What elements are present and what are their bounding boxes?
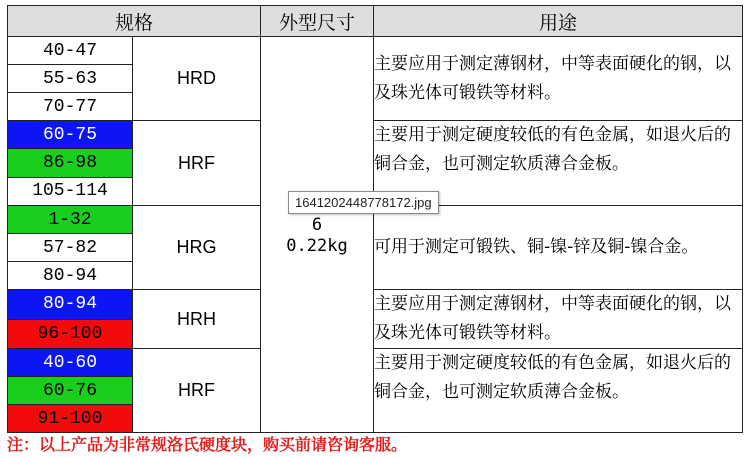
range-cell: 105-114	[8, 177, 133, 205]
scale-cell: HRG	[133, 206, 261, 290]
header-size: 外型尺寸	[261, 6, 374, 37]
header-row	[8, 6, 743, 37]
spec-table	[7, 5, 743, 433]
range-cell: 1-32	[8, 206, 133, 234]
range-cell: 60-76	[8, 377, 133, 405]
header-usage: 用途	[374, 6, 743, 37]
scale-cell: HRH	[133, 290, 261, 349]
usage-cell: 主要用于测定硬度较低的有色金属，如退火后的铜合金，也可测定软质薄合金板。	[374, 349, 743, 433]
header-spec: 规格	[8, 6, 261, 37]
range-cell: 60-75	[8, 121, 133, 149]
scale-cell: HRD	[133, 37, 261, 121]
table-row	[8, 37, 743, 65]
scale-cell: HRF	[133, 121, 261, 206]
usage-cell: 主要应用于测定薄钢材，中等表面硬化的钢，以及珠光体可锻铁等材料。	[374, 37, 743, 121]
table-row	[8, 349, 743, 377]
usage-cell: 主要应用于测定薄钢材，中等表面硬化的钢，以及珠光体可锻铁等材料。	[374, 290, 743, 349]
size-cell	[261, 37, 374, 433]
range-cell: 80-94	[8, 262, 133, 290]
range-cell: 70-77	[8, 93, 133, 121]
usage-cell: 可用于测定可锻铁、铜-镍-锌及铜-镍合金。	[374, 206, 743, 290]
usage-cell: 主要用于测定硬度较低的有色金属，如退火后的铜合金，也可测定软质薄合金板。	[374, 121, 743, 206]
scale-cell: HRF	[133, 349, 261, 433]
range-cell: 57-82	[8, 234, 133, 262]
table-row	[8, 290, 743, 320]
filename-tooltip: 1641202448778172.jpg	[288, 191, 439, 214]
range-cell: 80-94	[8, 290, 133, 320]
range-cell: 55-63	[8, 65, 133, 93]
table-row	[8, 121, 743, 149]
range-cell: 40-60	[8, 349, 133, 377]
range-cell: 96-100	[8, 319, 133, 349]
range-cell: 91-100	[8, 405, 133, 433]
size-value: 0.22kg	[286, 235, 348, 256]
range-cell: 86-98	[8, 149, 133, 177]
footnote: 注：以上产品为非常规洛氏硬度块，购买前请咨询客服。	[7, 435, 408, 454]
range-cell: 40-47	[8, 37, 133, 65]
size-fragment: 6	[311, 214, 323, 235]
